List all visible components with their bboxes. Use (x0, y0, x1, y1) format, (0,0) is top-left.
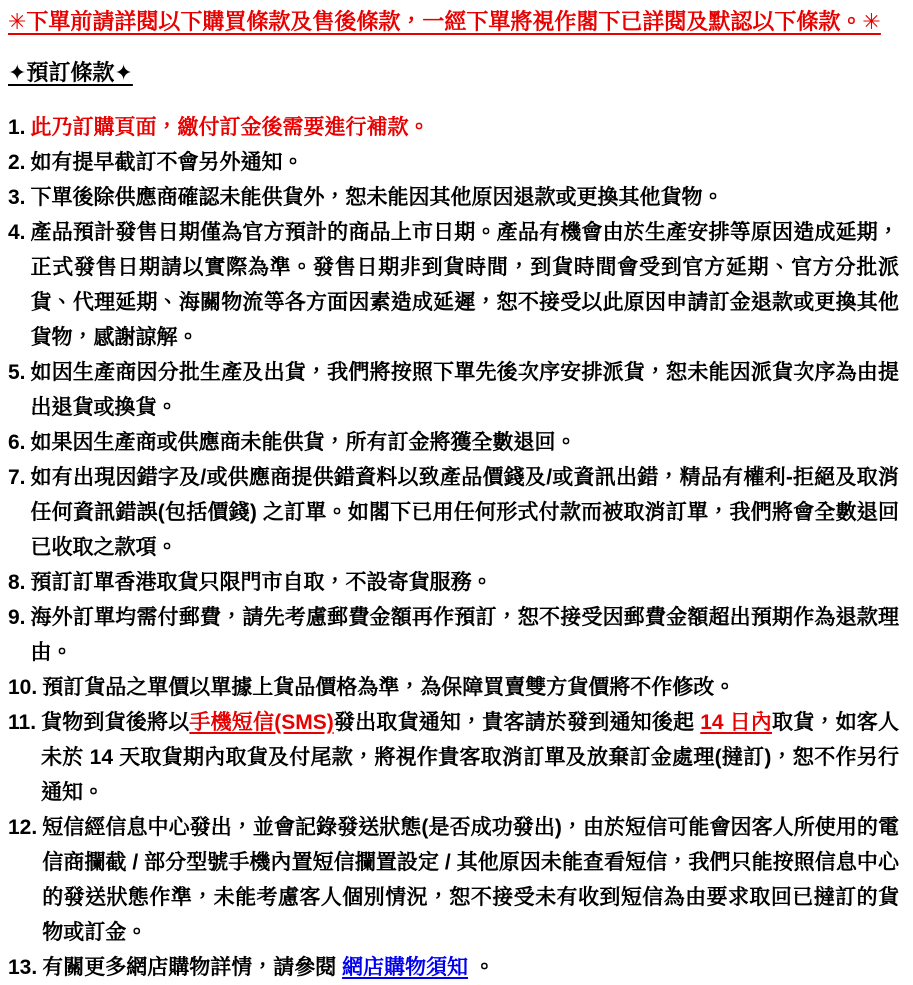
term-number: 6. (8, 431, 26, 454)
term-text-segment: 短信經信息中心發出，並會記錄發送狀態(是否成功發出)，由於短信可能會因客人所使用的電信商攔截 / 部分型號手機內置短信攔置設定 / 其他原因未能查看短信，我們只能按照信息中心的發送狀態作準，未能考慮客人個別情況，恕不接受未有收到短信為由要求取回已撻訂的貨物或訂金。 (42, 816, 899, 944)
term-number: 13. (8, 956, 38, 979)
term-text (31, 145, 899, 180)
term-number: 1. (8, 116, 26, 139)
term-text-segment: 如有提早截訂不會另外通知。 (30, 151, 304, 174)
term-number: 8. (8, 571, 26, 594)
term-text-segment: 產品預計發售日期僅為官方預計的商品上市日期。產品有機會由於生產安排等原因造成延期，正式發售日期請以實際為準。發售日期非到貨時間，到貨時間會受到官方延期、官方分批派貨、代理延期、海關物流等各方面因素造成延遲，恕不接受以此原因申請訂金退款或更換其他貨物，感謝諒解。 (30, 221, 899, 349)
term-text-segment: 貨物到貨後將以 (41, 711, 190, 734)
highlighted-term-text: 14 日內 (700, 711, 773, 734)
term-item (8, 705, 899, 810)
shop-guide-link[interactable]: 網店購物須知 (342, 956, 469, 979)
term-item (8, 950, 899, 985)
term-number: 9. (8, 606, 26, 629)
term-text-segment: 。 (468, 956, 495, 979)
term-number: 5. (8, 361, 26, 384)
term-item (8, 565, 899, 600)
term-text-segment: 下單後除供應商確認未能供貨外，恕未能因其他原因退款或更換其他貨物。 (30, 186, 724, 209)
term-text-segment: 如果因生產商或供應商未能供貨，所有訂金將獲全數退回。 (30, 431, 577, 454)
term-number: 11. (8, 711, 37, 734)
term-item (8, 180, 899, 215)
term-text (42, 950, 899, 985)
term-text (31, 215, 899, 355)
term-text (41, 705, 899, 810)
term-number: 7. (8, 466, 26, 489)
term-item (8, 810, 899, 950)
section-title: ✦預訂條款✦ (8, 60, 133, 85)
term-text-segment: 發出取貨通知，貴客請於發到通知後起 (333, 711, 701, 734)
term-item (8, 110, 899, 145)
terms-list (8, 110, 899, 985)
term-item (8, 670, 899, 705)
term-item (8, 460, 899, 565)
term-text (31, 110, 899, 145)
term-text-segment: 預訂訂單香港取貨只限門市自取，不設寄貨服務。 (30, 571, 493, 594)
term-item (8, 145, 899, 180)
term-item (8, 425, 899, 460)
highlighted-term-text: 手機短信(SMS) (189, 711, 334, 734)
term-text-segment: 此乃訂購頁面，繳付訂金後需要進行補款。 (30, 116, 430, 139)
term-text-segment: 取貨，如客人未於 14 天取貨期內取貨及付尾款，將視作貴客取消訂單及放棄訂金處理(撻訂)，恕不作另行通知。 (41, 711, 900, 804)
term-text-segment: 海外訂單均需付郵費，請先考慮郵費金額再作預訂，恕不接受因郵費金額超出預期作為退款理由。 (30, 606, 899, 664)
term-number: 4. (8, 221, 26, 244)
term-item (8, 600, 899, 670)
term-item (8, 215, 899, 355)
term-number: 12. (8, 816, 38, 839)
term-text (42, 810, 899, 950)
term-text (31, 180, 899, 215)
term-text (31, 600, 899, 670)
term-text-segment: 有關更多網店購物詳情，請參閱 (42, 956, 343, 979)
pre-order-notice: ✳下單前請詳閱以下購買條款及售後條款，一經下單將視作閣下已詳閱及默認以下條款。✳ (8, 9, 881, 34)
term-text-segment: 如有出現因錯字及/或供應商提供錯資料以致產品價錢及/或資訊出錯，精品有權利-拒絕及取消任何資訊錯誤(包括價錢) 之訂單。如閣下已用任何形式付款而被取消訂單，我們將會全數退回已收取之款項。 (30, 466, 899, 559)
term-text (42, 670, 899, 705)
term-text (31, 355, 899, 425)
term-text-segment: 預訂貨品之單價以單據上貨品價格為準，為保障買賣雙方貨價將不作修改。 (42, 676, 736, 699)
term-text (31, 425, 899, 460)
term-text (31, 460, 899, 565)
term-item (8, 355, 899, 425)
term-number: 10. (8, 676, 38, 699)
term-number: 2. (8, 151, 26, 174)
term-text (31, 565, 899, 600)
term-number: 3. (8, 186, 26, 209)
term-text-segment: 如因生產商因分批生產及出貨，我們將按照下單先後次序安排派貨，恕未能因派貨次序為由提出退貨或換貨。 (30, 361, 899, 419)
